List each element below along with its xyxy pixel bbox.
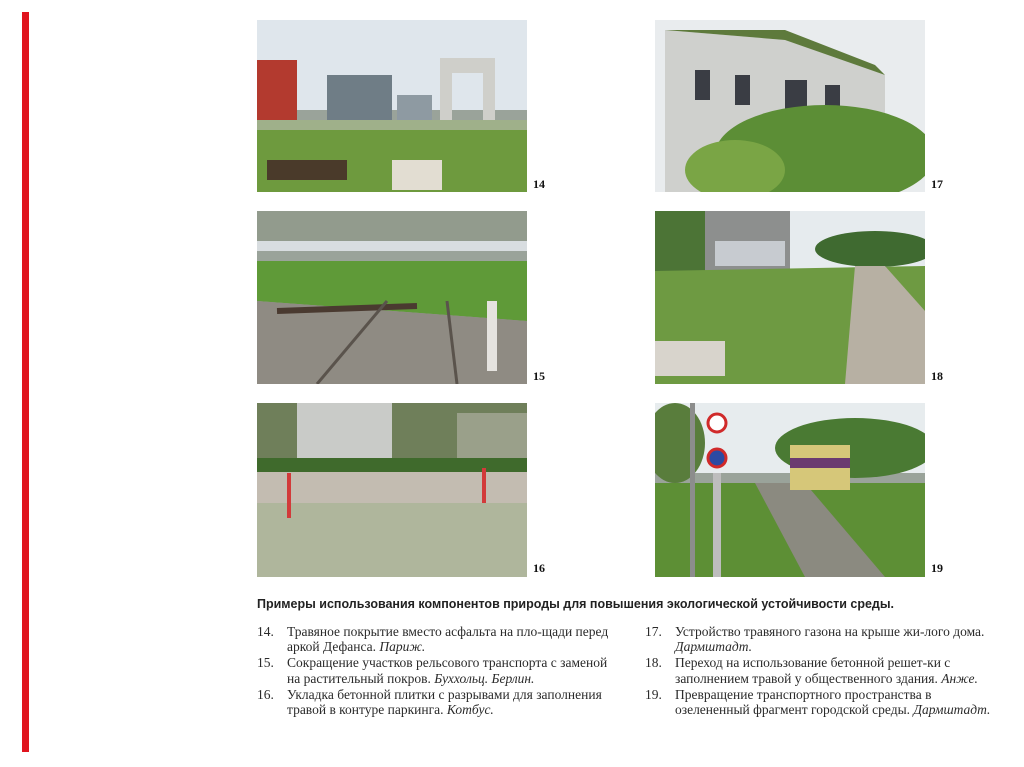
photo-number-15: 15 [533, 369, 545, 383]
caption-18: 18. Переход на использование бетонной решет-ки с заполнением травой у общественного здания. Анже. [645, 655, 978, 686]
caption-17: 17. Устройство травяного газона на крыше жи-лого дома. Дармштадт. [645, 624, 985, 655]
photo-number-14: 14 [533, 177, 545, 191]
photo-19 [655, 403, 925, 577]
photo-number-16: 16 [533, 561, 545, 575]
photo-15 [257, 211, 527, 384]
photo-number-19: 19 [931, 561, 943, 575]
caption-15: 15. Сокращение участков рельсового транспорта с заменой на растительный покров. Буххольц. Берлин. [257, 655, 608, 686]
photo-number-17: 17 [931, 177, 943, 191]
photo-14 [257, 20, 527, 192]
red-accent-bar [22, 12, 29, 752]
captions-left [257, 624, 612, 718]
figure-title: Примеры использования компонентов природы для повышения экологической устойчивости среды. [257, 597, 894, 611]
photo-16 [257, 403, 527, 577]
caption-16: 16. Укладка бетонной плитки с разрывами для заполнения травой в контуре паркинга. Котбус. [257, 686, 602, 718]
caption-19: 19. Превращение транспортного пространства в озелененный фрагмент городской среды. Дармштадт. [645, 686, 991, 718]
caption-14: 14. Травяное покрытие вместо асфальта на пло-щади перед аркой Дефанса. Париж. [257, 624, 609, 655]
photo-17 [655, 20, 925, 192]
photo-18 [655, 211, 925, 384]
captions-right [645, 624, 1000, 718]
photo-number-18: 18 [931, 369, 943, 383]
